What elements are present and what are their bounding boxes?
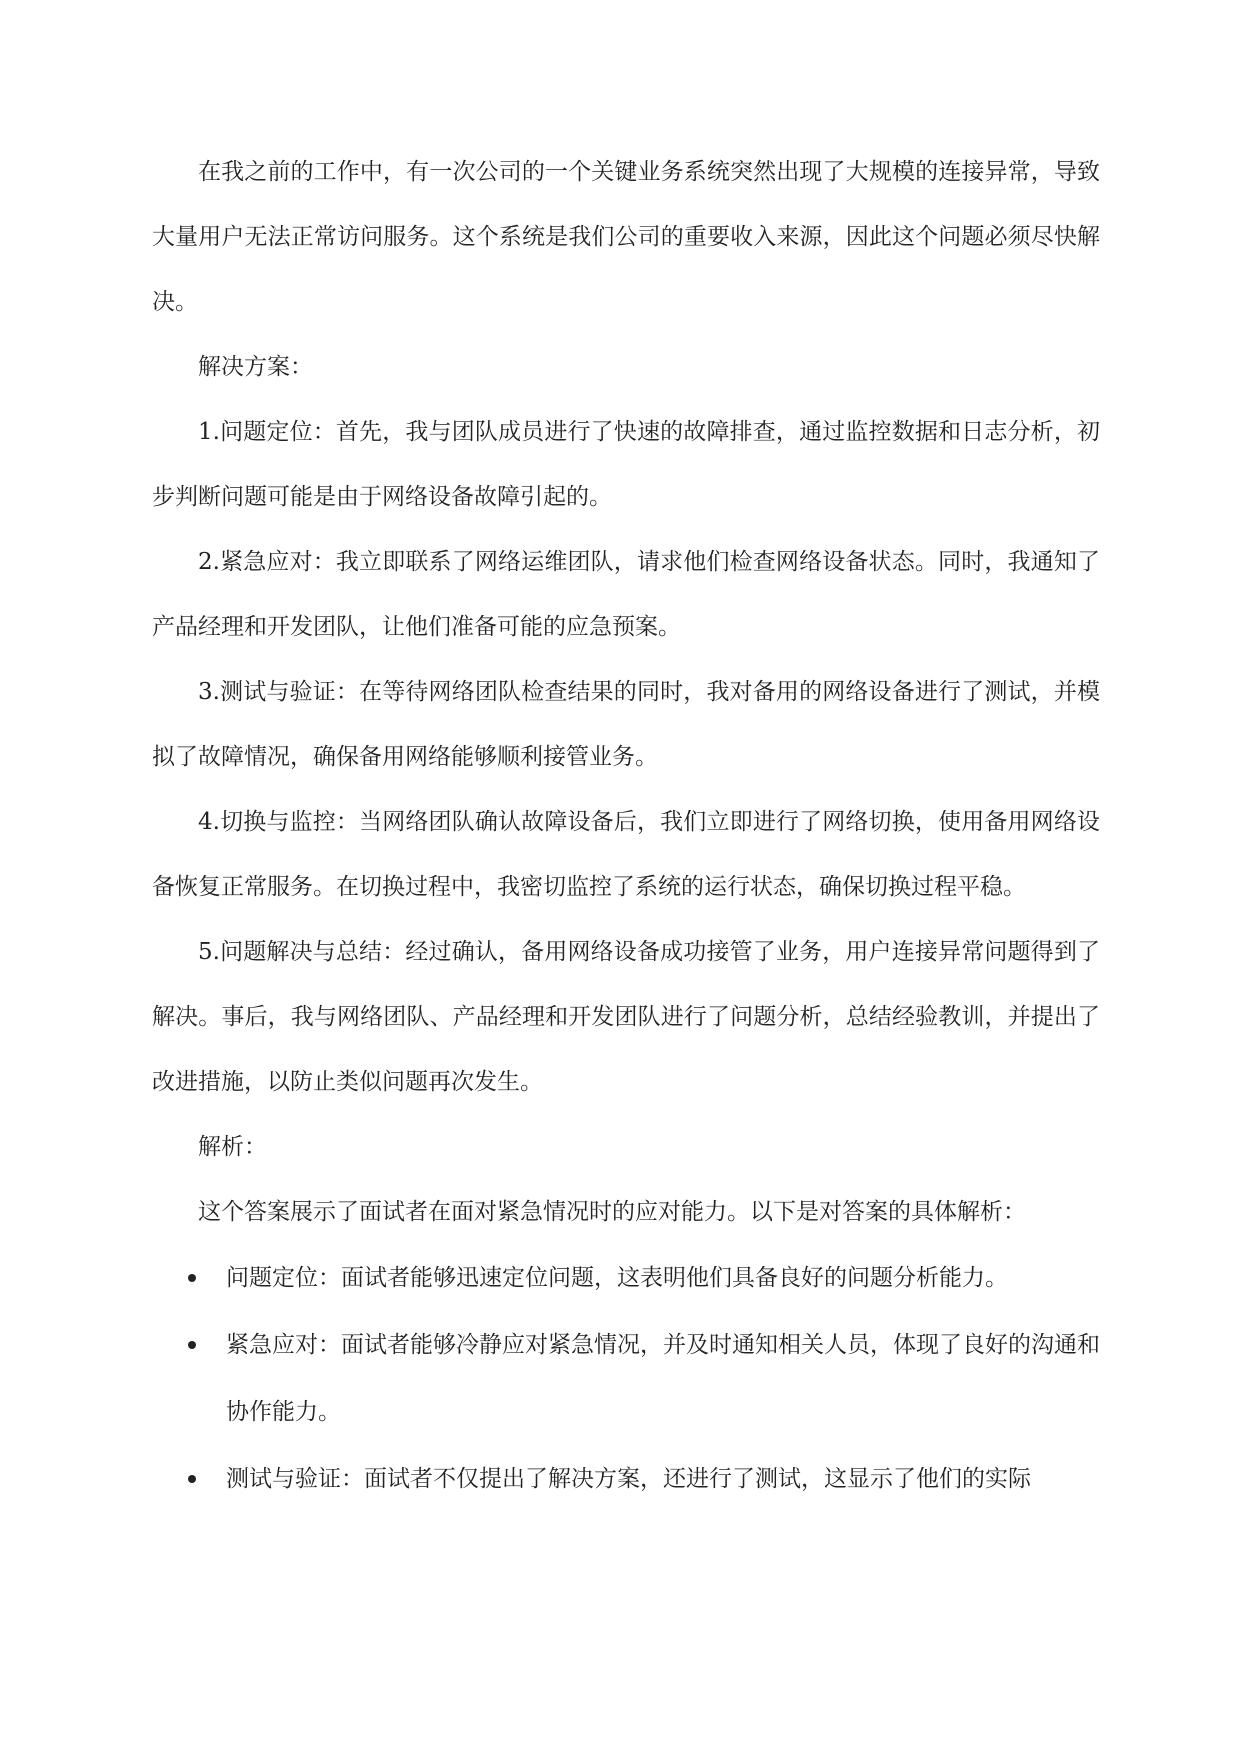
bullet-dot-icon <box>188 1274 196 1282</box>
analysis-bullet-text: 问题定位：面试者能够迅速定位问题，这表明他们具备良好的问题分析能力。 <box>226 1265 1008 1291</box>
analysis-bullet-text: 紧急应对：面试者能够冷静应对紧急情况，并及时通知相关人员，体现了良好的沟通和协作能力。 <box>226 1332 1100 1425</box>
analysis-intro-paragraph: 这个答案展示了面试者在面对紧急情况时的应对能力。以下是对答案的具体解析： <box>198 1199 1026 1225</box>
solution-heading: 解决方案： <box>198 354 313 380</box>
analysis-bullet-item <box>152 1446 1100 1513</box>
step-4-paragraph: 4.切换与监控：当网络团队确认故障设备后，我们立即进行了网络切换，使用备用网络设备恢复正常服务。在切换过程中，我密切监控了系统的运行状态，确保切换过程平稳。 <box>152 809 1100 900</box>
document-body <box>152 140 1100 1513</box>
bullet-dot-icon <box>188 1341 196 1349</box>
step-5-paragraph: 5.问题解决与总结：经过确认，备用网络设备成功接管了业务，用户连接异常问题得到了解决。事后，我与网络团队、产品经理和开发团队进行了问题分析，总结经验教训，并提出了改进措施，以防止类似问题再次发生。 <box>152 939 1100 1095</box>
analysis-heading: 解析： <box>198 1134 267 1160</box>
analysis-bullet-list <box>152 1245 1100 1513</box>
analysis-bullet-text: 测试与验证：面试者不仅提出了解决方案，还进行了测试，这显示了他们的实际 <box>226 1466 1031 1492</box>
step-2-paragraph: 2.紧急应对：我立即联系了网络运维团队，请求他们检查网络设备状态。同时，我通知了产品经理和开发团队，让他们准备可能的应急预案。 <box>152 549 1100 640</box>
step-3-paragraph: 3.测试与验证：在等待网络团队检查结果的同时，我对备用的网络设备进行了测试，并模拟了故障情况，确保备用网络能够顺利接管业务。 <box>152 679 1100 770</box>
analysis-bullet-item <box>152 1245 1100 1312</box>
bullet-dot-icon <box>188 1475 196 1483</box>
step-1-paragraph: 1.问题定位：首先，我与团队成员进行了快速的故障排查，通过监控数据和日志分析，初步判断问题可能是由于网络设备故障引起的。 <box>152 419 1100 510</box>
intro-paragraph: 在我之前的工作中，有一次公司的一个关键业务系统突然出现了大规模的连接异常，导致大量用户无法正常访问服务。这个系统是我们公司的重要收入来源，因此这个问题必须尽快解决。 <box>152 159 1100 315</box>
analysis-bullet-item <box>152 1312 1100 1446</box>
